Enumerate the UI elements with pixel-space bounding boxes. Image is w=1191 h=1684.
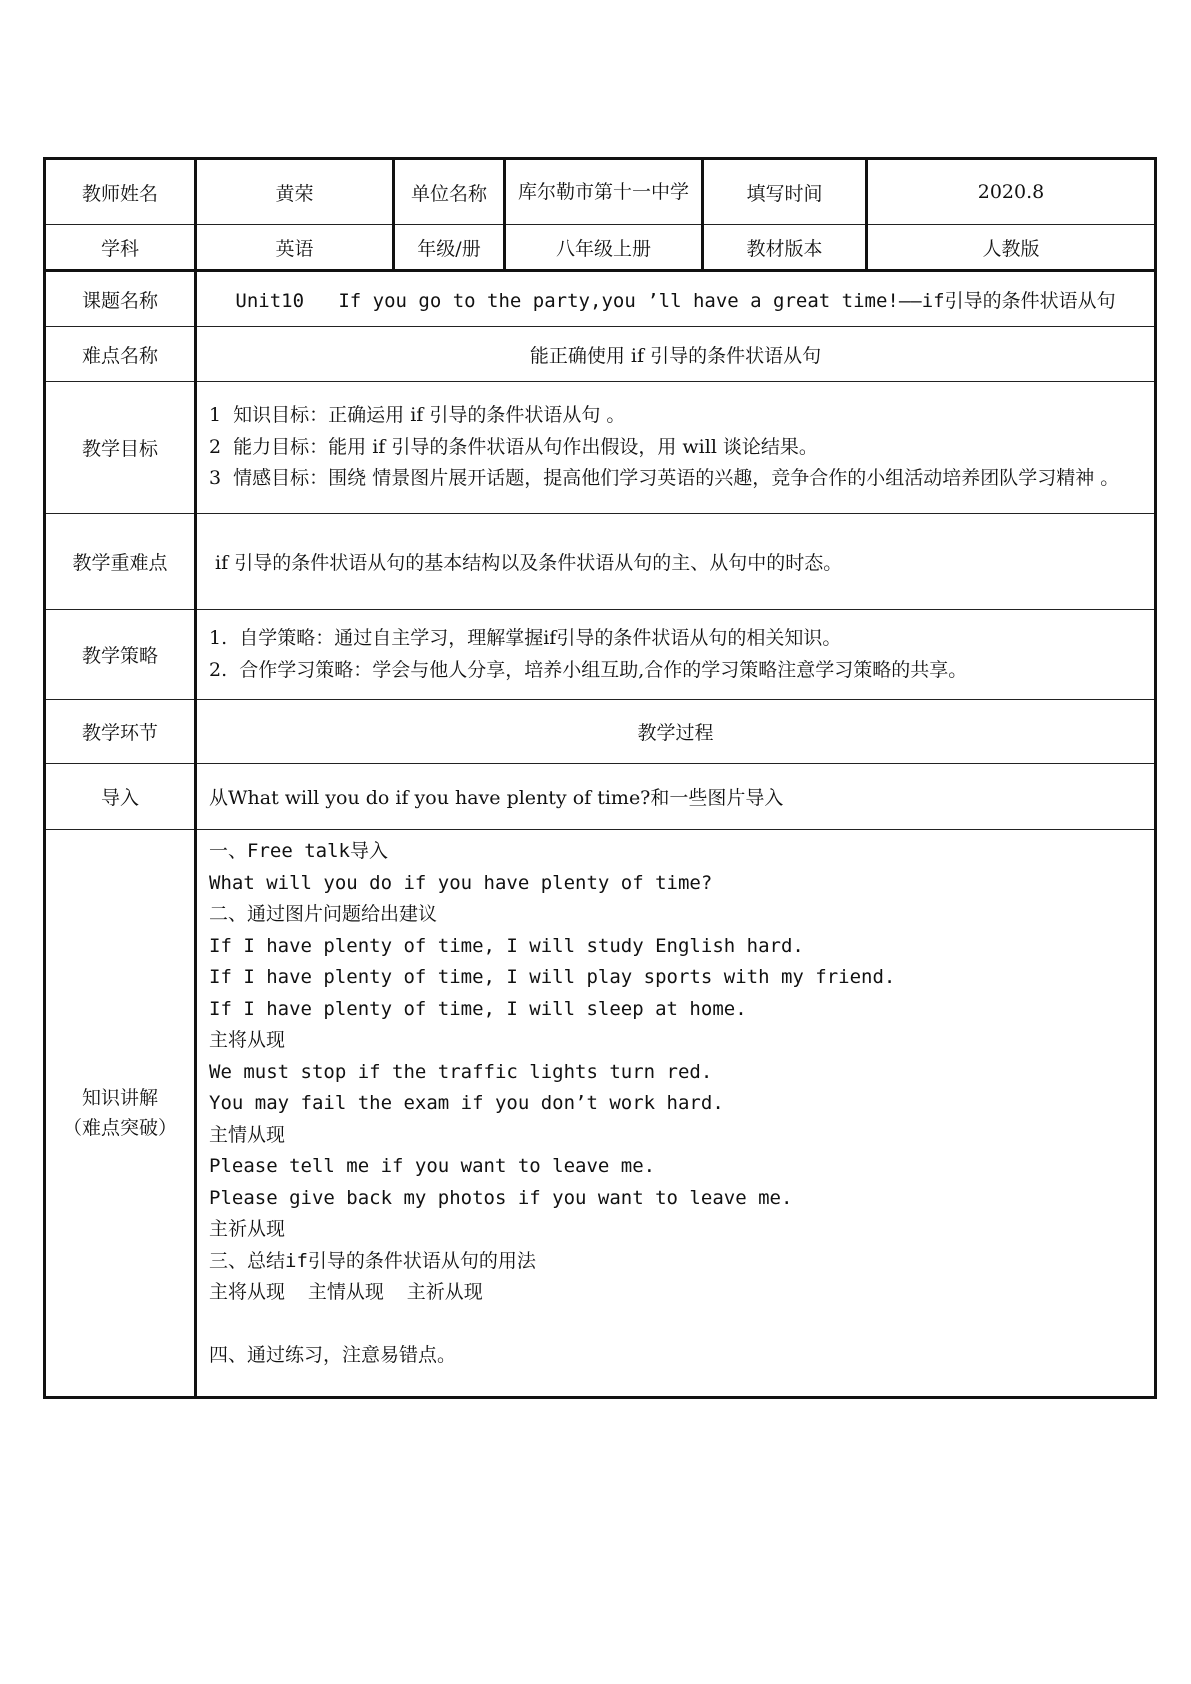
strategy-line: 1. 自学策略：通过自主学习，理解掌握if引导的条件状语从句的相关知识。 [209,627,842,649]
process-value: 教学过程 [196,700,1156,764]
intro-row [45,764,1156,830]
info-row-2 [45,225,1156,271]
knowledge-line: If I have plenty of time, I will play sports with my friend. [209,966,896,988]
knowledge-label-line1: 知识讲解 [81,1086,158,1109]
knowledge-content [196,830,1156,1398]
objectives-label: 教学目标 [45,382,196,514]
info-row-1 [45,159,1156,225]
knowledge-line [209,1309,1144,1341]
date-label: 填写时间 [703,159,867,225]
difficulty-row [45,327,1156,382]
knowledge-line: 一、Free talk导入 [209,840,388,862]
knowledge-label [45,830,196,1398]
knowledge-line: What will you do if you have plenty of time? [209,871,713,894]
unit-value [505,159,703,225]
knowledge-line: 主将从现 主情从现 主祈从现 [209,1281,483,1303]
knowledge-line: 三、总结if引导的条件状语从句的用法 [209,1249,536,1272]
knowledge-line: 二、通过图片问题给出建议 [209,903,438,925]
strategy-label: 教学策略 [45,610,196,700]
date-value: 2020.8 [867,159,1156,225]
knowledge-line: 四、通过练习，注意易错点。 [209,1344,457,1366]
knowledge-line: Please give back my photos if you want to leave me. [209,1186,793,1209]
objectives-row [45,382,1156,514]
difficulty-label: 难点名称 [45,327,196,382]
edition-value: 人教版 [867,225,1156,271]
unit-value-text: 库尔勒市第十一中学 [518,181,690,203]
process-header-row [45,700,1156,764]
topic-value: Unit10 If you go to the party,you ’ll have a great time!——if引导的条件状语从句 [196,271,1156,327]
grade-label: 年级/册 [394,225,505,271]
objective-line: 3 情感目标：围绕 情景图片展开话题，提高他们学习英语的兴趣，竞争合作的小组活动培养团队学习精神 。 [209,467,1120,490]
knowledge-line: 主情从现 [209,1123,286,1146]
knowledge-line: 主将从现 [209,1029,286,1051]
strategy-line: 2. 合作学习策略：学会与他人分享，培养小组互助,合作的学习策略注意学习策略的共享。 [209,658,968,681]
objective-line: 2 能力目标：能用 if 引导的条件状语从句作出假设，用 will 谈论结果。 [209,435,818,458]
knowledge-line: Please tell me if you want to leave me. [209,1155,656,1177]
subject-label: 学科 [45,225,196,271]
lesson-plan-table [43,157,1157,1399]
knowledge-row [45,830,1156,1398]
objectives-content [196,382,1156,514]
grade-value: 八年级上册 [505,225,703,271]
objective-line: 1 知识目标：正确运用 if 引导的条件状语从句 。 [209,404,626,427]
knowledge-label-line2: （难点突破） [62,1116,177,1139]
knowledge-line: You may fail the exam if you don’t work hard. [209,1092,724,1114]
knowledge-line: 主祈从现 [209,1218,286,1240]
topic-label: 课题名称 [45,271,196,327]
unit-label: 单位名称 [394,159,505,225]
teacher-label: 教师姓名 [45,159,196,225]
process-label: 教学环节 [45,700,196,764]
knowledge-line: We must stop if the traffic lights turn red. [209,1060,713,1083]
subject-value: 英语 [196,225,394,271]
edition-label: 教材版本 [703,225,867,271]
intro-label: 导入 [45,764,196,830]
key-points-value: if 引导的条件状语从句的基本结构以及条件状语从句的主、从句中的时态。 [196,514,1156,610]
strategy-row [45,610,1156,700]
key-points-row [45,514,1156,610]
knowledge-line: If I have plenty of time, I will sleep at home. [209,997,747,1020]
strategy-content [196,610,1156,700]
teacher-value: 黄荣 [196,159,394,225]
knowledge-line: If I have plenty of time, I will study English hard. [209,934,804,957]
topic-row [45,271,1156,327]
difficulty-value: 能正确使用 if 引导的条件状语从句 [196,327,1156,382]
intro-value: 从What will you do if you have plenty of time?和一些图片导入 [196,764,1156,830]
key-points-label: 教学重难点 [45,514,196,610]
